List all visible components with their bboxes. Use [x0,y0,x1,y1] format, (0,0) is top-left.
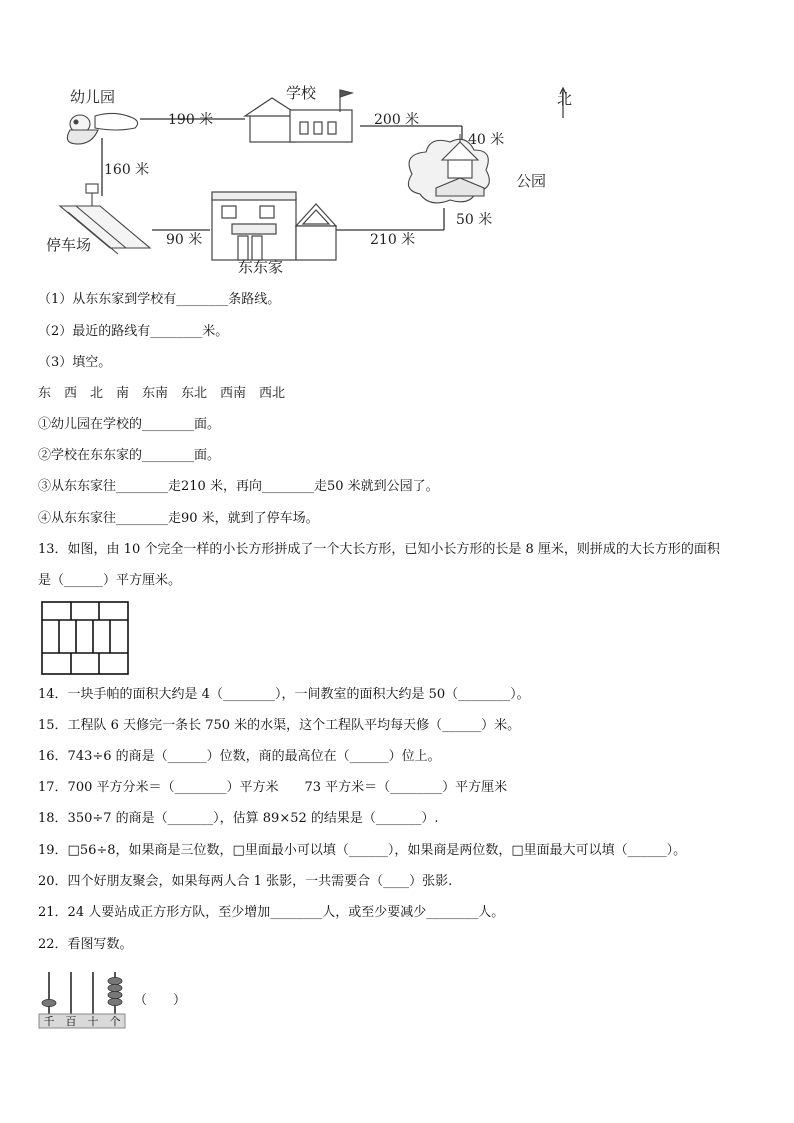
q22-answer-blank: （ ） [134,993,187,1008]
q20: 20．四个好朋友聚会，如果每两人合 1 张影，一共需要合（____）张影. [38,874,453,889]
abacus-beads [42,977,122,1006]
q19: 19．□56÷8，如果商是三位数，□里面最小可以填（______），如果商是两位数，□里面最大可以填（______）。 [38,843,687,858]
q15: 15．工程队 6 天修完一条长 750 米的水渠，这个工程队平均每天修（______）米。 [38,718,521,733]
rectangle-tiling-figure [41,601,129,675]
q12-part2: （2）最近的路线有________米。 [38,324,229,339]
q16: 16．743÷6 的商是（______）位数，商的最高位在（______）位上。 [38,749,441,764]
abacus-label-tens: 十 [87,1015,99,1028]
q12-part1: （1）从东东家到学校有________条路线。 [38,292,281,307]
q12-fill-2: ②学校在东东家的________面。 [38,448,221,463]
dist-park-east: 50 米 [456,212,493,228]
abacus-label-ones: 个 [109,1015,121,1028]
dist-east-park: 40 米 [468,132,505,148]
q21: 21．24 人要站成正方形方队，至少增加________人，或至少要减少________人。 [38,905,505,920]
label-park: 公园 [516,172,547,190]
label-north: 北 [557,90,573,108]
q14: 14．一块手帕的面积大约是 4（________），一间教室的面积大约是 50（________）。 [38,687,530,702]
q12-fill-4: ④从东东家往________走90 米，就到了停车场。 [38,511,319,526]
abacus-label-hundreds: 百 [65,1015,77,1028]
label-kindergarten: 幼儿园 [70,88,116,106]
dist-parking-home: 90 米 [166,232,203,248]
q12-direction-words: 东 西 北 南 东南 东北 西南 西北 [38,386,286,401]
label-home: 东东家 [238,258,284,276]
q18: 18．350÷7 的商是（_______），估算 89×52 的结果是（_______）. [38,811,439,826]
label-parking: 停车场 [46,236,92,254]
dist-home-east: 210 米 [370,232,416,248]
abacus-figure [38,970,130,1030]
q12-part3: （3）填空。 [38,355,112,370]
dist-school-east: 200 米 [374,112,420,128]
q13-line-2: 是（______）平方厘米。 [38,573,182,588]
q12-fill-3: ③从东东家往________走210 米，再向________走50 米就到公园了。 [38,479,439,494]
q22-title: 22．看图写数。 [38,937,133,952]
dist-kinder-school: 190 米 [168,112,214,128]
q12-fill-1: ①幼儿园在学校的________面。 [38,417,221,432]
route-map [40,78,600,278]
home-icon [212,192,336,260]
q17: 17．700 平方分米＝（________）平方米 73 平方米＝（________）平方厘米 [38,780,508,795]
dist-kinder-parking: 160 米 [104,162,150,178]
label-school: 学校 [286,84,317,102]
q13-line-1: 13．如图，由 10 个完全一样的小长方形拼成了一个大长方形，已知小长方形的长是 8 厘米，则拼成的大长方形的面积 [38,542,720,557]
abacus-label-thousands: 千 [43,1015,55,1028]
